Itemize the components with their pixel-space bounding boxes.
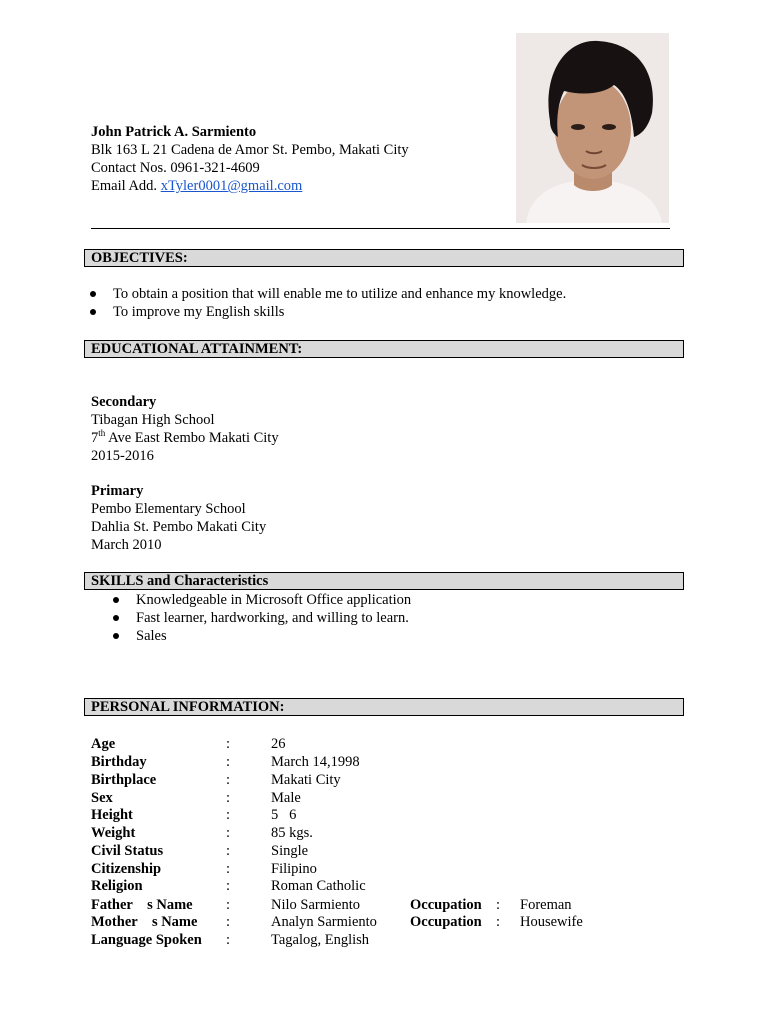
field-label-secondary: Occupation (410, 914, 482, 930)
objective-text: To obtain a position that will enable me to utilize and enhance my knowledge. (113, 286, 567, 302)
skills-list (136, 591, 411, 645)
bullet-icon (113, 597, 119, 603)
applicant-contact: Contact Nos. 0961-321-4609 (91, 160, 260, 176)
field-value: Makati City (271, 772, 341, 788)
primary-school: Pembo Elementary School (91, 501, 246, 517)
primary-address: Dahlia St. Pembo Makati City (91, 519, 267, 535)
field-label: Height (91, 807, 133, 823)
skill-text: Fast learner, hardworking, and willing to learn. (136, 610, 409, 626)
table-row (91, 806, 691, 824)
field-colon: : (226, 861, 231, 877)
secondary-years: 2015-2016 (91, 448, 154, 464)
field-colon: : (496, 897, 501, 913)
secondary-level: Secondary (91, 394, 157, 410)
field-label: Father s Name (91, 897, 193, 913)
list-item (136, 609, 411, 627)
secondary-address-suffix: th (98, 428, 106, 439)
list-item (136, 627, 411, 645)
field-colon: : (226, 914, 231, 930)
field-label: Age (91, 736, 116, 752)
field-colon: : (226, 825, 231, 841)
table-row (91, 860, 691, 878)
list-item (113, 285, 566, 303)
email-link[interactable]: xTyler0001@gmail.com (160, 178, 303, 194)
list-item (113, 303, 566, 321)
field-colon: : (226, 772, 231, 788)
list-item (136, 591, 411, 609)
field-label: Citizenship (91, 861, 162, 877)
objectives-heading: OBJECTIVES: (84, 249, 684, 267)
primary-date: March 2010 (91, 537, 162, 553)
secondary-school: Tibagan High School (91, 412, 215, 428)
primary-level: Primary (91, 483, 144, 499)
field-colon: : (226, 932, 231, 948)
field-colon: : (226, 843, 231, 859)
field-value: Filipino (271, 861, 317, 877)
secondary-address (91, 429, 279, 447)
field-label: Birthplace (91, 772, 157, 788)
table-row (91, 896, 691, 914)
field-label: Weight (91, 825, 136, 841)
applicant-email-line (91, 177, 302, 195)
table-row (91, 789, 691, 807)
email-label: Email Add. (91, 178, 161, 194)
table-row (91, 877, 691, 895)
field-colon: : (496, 914, 501, 930)
table-row (91, 735, 691, 753)
field-colon: : (226, 897, 231, 913)
applicant-name: John Patrick A. Sarmiento (91, 124, 257, 140)
field-value-secondary: Housewife (520, 914, 583, 930)
field-colon: : (226, 790, 231, 806)
table-row (91, 753, 691, 771)
table-row (91, 842, 691, 860)
applicant-address: Blk 163 L 21 Cadena de Amor St. Pembo, Makati City (91, 142, 409, 158)
personal-heading: PERSONAL INFORMATION: (84, 698, 684, 716)
bullet-icon (113, 633, 119, 639)
field-value: 85 kgs. (271, 825, 313, 841)
field-label: Religion (91, 878, 143, 894)
field-value: Nilo Sarmiento (271, 897, 361, 913)
objective-text: To improve my English skills (113, 304, 285, 320)
education-heading: EDUCATIONAL ATTAINMENT: (84, 340, 684, 358)
field-colon: : (226, 736, 231, 752)
field-colon: : (226, 754, 231, 770)
secondary-address-rest: Ave East Rembo Makati City (105, 430, 279, 446)
table-row (91, 824, 691, 842)
field-value-secondary: Foreman (520, 897, 572, 913)
bullet-icon (90, 291, 96, 297)
table-row (91, 913, 691, 931)
table-row (91, 931, 691, 949)
field-value: 26 (271, 736, 286, 752)
profile-photo-illustration (516, 33, 669, 223)
field-value: 5 6 (271, 807, 297, 823)
field-label: Civil Status (91, 843, 164, 859)
field-label: Language Spoken (91, 932, 202, 948)
field-label: Sex (91, 790, 113, 806)
field-label-secondary: Occupation (410, 897, 482, 913)
field-value: Single (271, 843, 309, 859)
skills-heading: SKILLS and Characteristics (84, 572, 684, 590)
bullet-icon (90, 309, 96, 315)
bullet-icon (113, 615, 119, 621)
field-label: Birthday (91, 754, 147, 770)
field-colon: : (226, 878, 231, 894)
field-value: Tagalog, English (271, 932, 370, 948)
field-value: Male (271, 790, 301, 806)
field-value: March 14,1998 (271, 754, 360, 770)
field-value: Roman Catholic (271, 878, 366, 894)
secondary-address-number: 7 (91, 430, 99, 446)
skill-text: Knowledgeable in Microsoft Office application (136, 592, 412, 608)
header-divider (91, 228, 670, 229)
field-label: Mother s Name (91, 914, 198, 930)
profile-photo (516, 33, 669, 223)
objectives-list (113, 285, 566, 321)
field-value: Analyn Sarmiento (271, 914, 377, 930)
field-colon: : (226, 807, 231, 823)
table-row (91, 771, 691, 789)
skill-text: Sales (136, 628, 167, 644)
